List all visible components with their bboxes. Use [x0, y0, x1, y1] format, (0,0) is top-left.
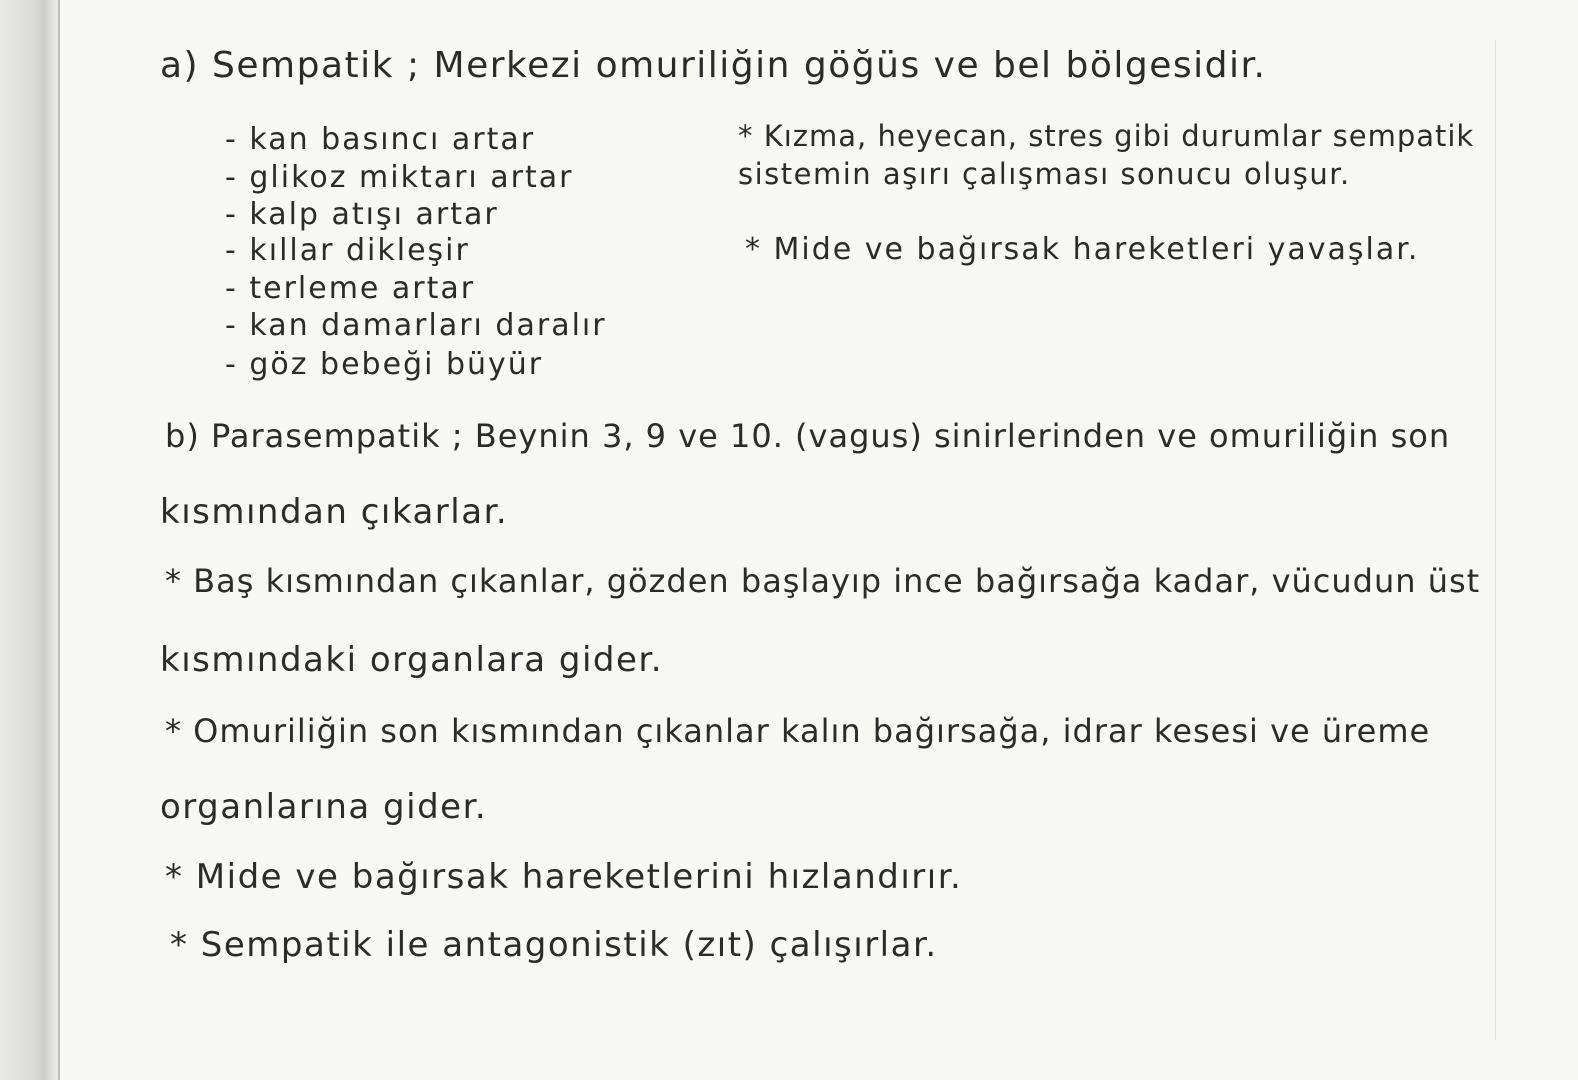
section-b-line-3: * Baş kısmından çıkanlar, gözden başlayıp ince bağırsağa kadar, vücudun üst	[165, 562, 1481, 600]
effect-item: - kıllar dikleşir	[225, 233, 470, 268]
effect-item: - kalp atışı artar	[225, 197, 499, 232]
section-b-line-5: * Omuriliğin son kısmından çıkanlar kalın bağırsağa, idrar kesesi ve üreme	[165, 712, 1431, 750]
sympathetic-note-1-line-2: sistemin aşırı çalışması sonucu oluşur.	[738, 157, 1351, 191]
scan-edge	[0, 0, 58, 1080]
section-a-title: a) Sempatik ; Merkezi omuriliğin göğüs ve bel bölgesidir.	[160, 45, 1267, 86]
section-b-line-1: b) Parasempatik ; Beynin 3, 9 ve 10. (vagus) sinirlerinden ve omuriliğin son	[165, 417, 1451, 455]
section-b-line-2: kısmından çıkarlar.	[160, 492, 509, 532]
sympathetic-note-1-line-1: * Kızma, heyecan, stres gibi durumlar sempatik	[738, 119, 1475, 153]
effect-item: - kan damarları daralır	[225, 308, 607, 343]
sympathetic-note-2: * Mide ve bağırsak hareketleri yavaşlar.	[745, 232, 1420, 267]
section-b-line-4: kısmındaki organlara gider.	[160, 640, 664, 680]
effect-item: - terleme artar	[225, 271, 476, 306]
effect-item: - glikoz miktarı artar	[225, 160, 574, 195]
faint-rule	[1495, 40, 1496, 1040]
section-b-line-8: * Sempatik ile antagonistik (zıt) çalışırlar.	[170, 925, 938, 965]
section-b-line-6: organlarına gider.	[160, 787, 488, 827]
section-b-line-7: * Mide ve bağırsak hareketlerini hızlandırır.	[165, 857, 963, 897]
margin-line	[58, 0, 60, 1080]
effect-item: - kan basıncı artar	[225, 122, 536, 157]
effect-item: - göz bebeği büyür	[225, 347, 544, 382]
